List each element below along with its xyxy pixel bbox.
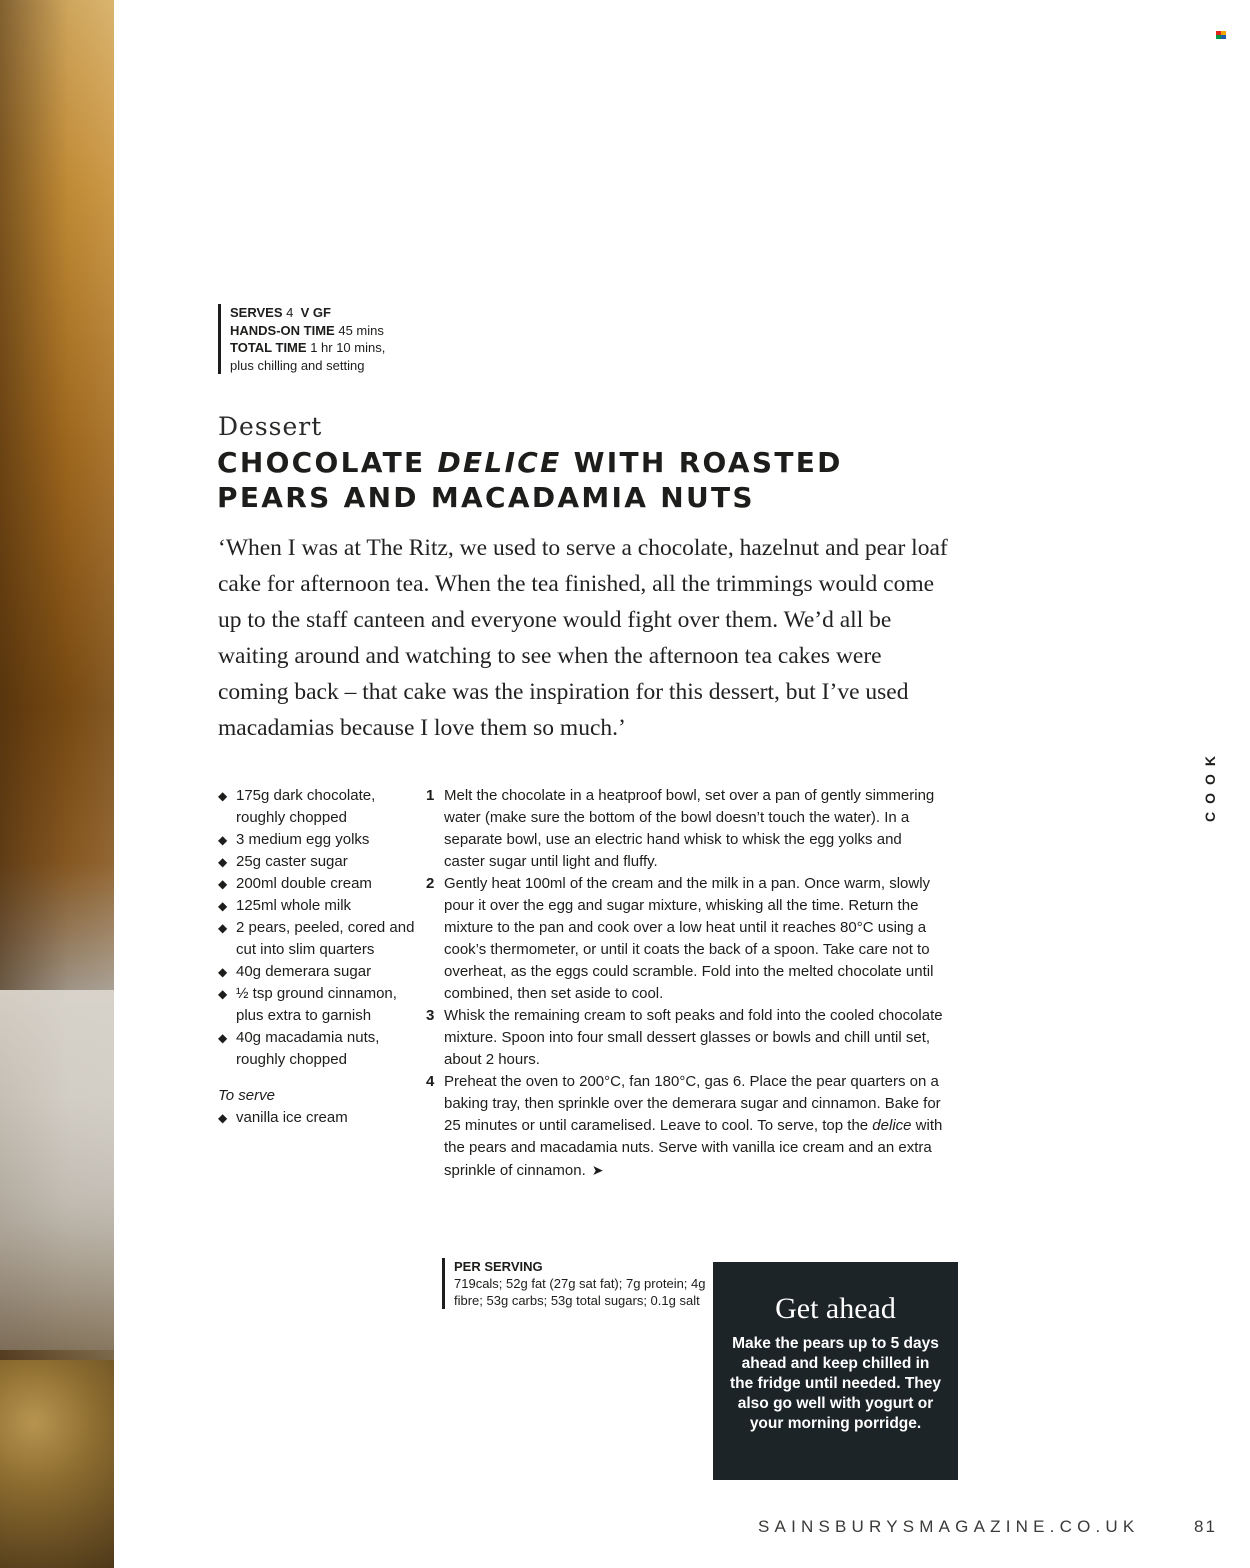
method-steps xyxy=(426,785,946,1182)
to-serve-heading: To serve xyxy=(218,1087,275,1104)
title-italic: DELICE xyxy=(437,446,562,479)
ingredient-item: ◆ 2 pears, peeled, cored and cut into slim quarters xyxy=(218,917,418,961)
method-step xyxy=(426,1005,946,1071)
hands-on-label: HANDS-ON TIME xyxy=(230,322,335,338)
serves-line xyxy=(230,304,530,322)
step-text: Melt the chocolate in a heatproof bowl, set over a pan of gently simmering water (make sure the bottom of the bowl doesn’t touch the water). In a separate bowl, use an electric hand whisk to whisk the egg yolks and caster sugar until light and fluffy. xyxy=(444,787,935,870)
step-number: 2 xyxy=(426,875,435,892)
color-squares-icon xyxy=(1216,31,1226,39)
total-time-value: 1 hr 10 mins, xyxy=(310,340,386,355)
step-text xyxy=(444,1071,946,1182)
serves-value: 4 xyxy=(286,305,294,320)
recipe-meta xyxy=(218,304,530,374)
nutrition-info xyxy=(442,1258,714,1309)
page-number: 81 xyxy=(1194,1517,1217,1536)
step-text: Gently heat 100ml of the cream and the milk in a pan. Once warm, slowly pour it over the egg and sugar mixture, whisking all the time. Return the mixture to the pan and cook over a low heat until it reaches 80°C using a cook’s thermometer, or until it coats the back of a spoon. Take care not to overheat, as the eggs could scramble. Fold into the melted chocolate until combined, then set aside to cool. xyxy=(444,875,934,1002)
photo-cake xyxy=(0,1360,114,1568)
nutrition-text: 719cals; 52g fat (27g sat fat); 7g protein; 4g fibre; 53g carbs; 53g total sugars; 0.1g salt xyxy=(454,1276,706,1308)
step-text-after: with the pears and macadamia nuts. Serve with vanilla ice cream and an extra sprinkle of cinnamon. xyxy=(444,1117,943,1179)
step-number: 3 xyxy=(426,1007,435,1024)
serves-label: SERVES xyxy=(230,305,283,320)
ingredient-items xyxy=(218,785,418,1071)
to-serve-items xyxy=(218,1107,418,1129)
recipe-title xyxy=(217,445,937,515)
ingredient-item: ◆ 3 medium egg yolks xyxy=(218,829,418,851)
step-text: Whisk the remaining cream to soft peaks and fold into the cooled chocolate mixture. Spoon into four small dessert glasses or bowls and chill until set, about 2 hours. xyxy=(444,1007,943,1068)
recipe-category: Dessert xyxy=(218,412,323,441)
total-time-extra: plus chilling and setting xyxy=(230,357,365,373)
section-tab-label: COOK xyxy=(1202,748,1218,822)
step-text-before: Preheat the oven to 200°C, fan 180°C, gas 6. Place the pear quarters on a baking tray, then sprinkle over the demerara sugar and cinnamon. Bake for 25 minutes or until caramelised. Leave to cool. To serve, top the xyxy=(444,1073,941,1134)
intro-quote: ‘When I was at The Ritz, we used to serve a chocolate, hazelnut and pear loaf cake for afternoon tea. When the tea finished, all the trimmings would come up to the staff canteen and everyone would fight over them. We’d all be waiting around and watching to see when the afternoon tea cakes were coming back – that cake was the inspiration for this dessert, but I’ve used macadamias because I love them so much.’ xyxy=(218,535,948,741)
method-step xyxy=(426,785,946,873)
dietary-badges: V GF xyxy=(300,305,331,320)
step-number: 1 xyxy=(426,787,435,804)
ingredient-item: ◆ ½ tsp ground cinnamon, plus extra to garnish xyxy=(218,983,418,1027)
hands-on-line xyxy=(230,322,530,340)
continue-arrow-icon: ➤ xyxy=(591,1162,604,1178)
method-step xyxy=(426,873,946,1005)
get-ahead-box xyxy=(713,1262,958,1480)
footer-url: SAINSBURYSMAGAZINE.CO.UK xyxy=(758,1517,1140,1536)
ingredient-item: ◆ 40g macadamia nuts, roughly chopped xyxy=(218,1027,418,1071)
method-step xyxy=(426,1071,946,1182)
get-ahead-body: Make the pears up to 5 days ahead and keep chilled in the fridge until needed. They also go well with yogurt or your morning porridge. xyxy=(730,1335,941,1432)
nutrition-heading: PER SERVING xyxy=(454,1259,543,1274)
ingredient-item: ◆ 200ml double cream xyxy=(218,873,418,895)
to-serve-item: ◆ vanilla ice cream xyxy=(218,1107,418,1129)
photo-plate xyxy=(0,990,114,1350)
total-time-label: TOTAL TIME xyxy=(230,340,307,355)
ingredient-item: ◆ 125ml whole milk xyxy=(218,895,418,917)
title-part-2: WITH ROASTED PEARS AND MACADAMIA NUTS xyxy=(217,446,843,514)
ingredient-item: ◆ 175g dark chocolate, roughly chopped xyxy=(218,785,418,829)
step-number: 4 xyxy=(426,1073,435,1090)
hands-on-value: 45 mins xyxy=(338,322,384,338)
dessert-photo-strip xyxy=(0,0,114,1568)
ingredients-list xyxy=(218,785,418,1129)
ingredient-item: ◆ 40g demerara sugar xyxy=(218,961,418,983)
ingredient-item: ◆ 25g caster sugar xyxy=(218,851,418,873)
total-time-line xyxy=(230,339,530,357)
get-ahead-title: Get ahead xyxy=(775,1292,896,1325)
step-text-italic: delice xyxy=(872,1117,912,1134)
section-tab xyxy=(1178,745,1242,825)
title-part-1: CHOCOLATE xyxy=(217,446,438,479)
